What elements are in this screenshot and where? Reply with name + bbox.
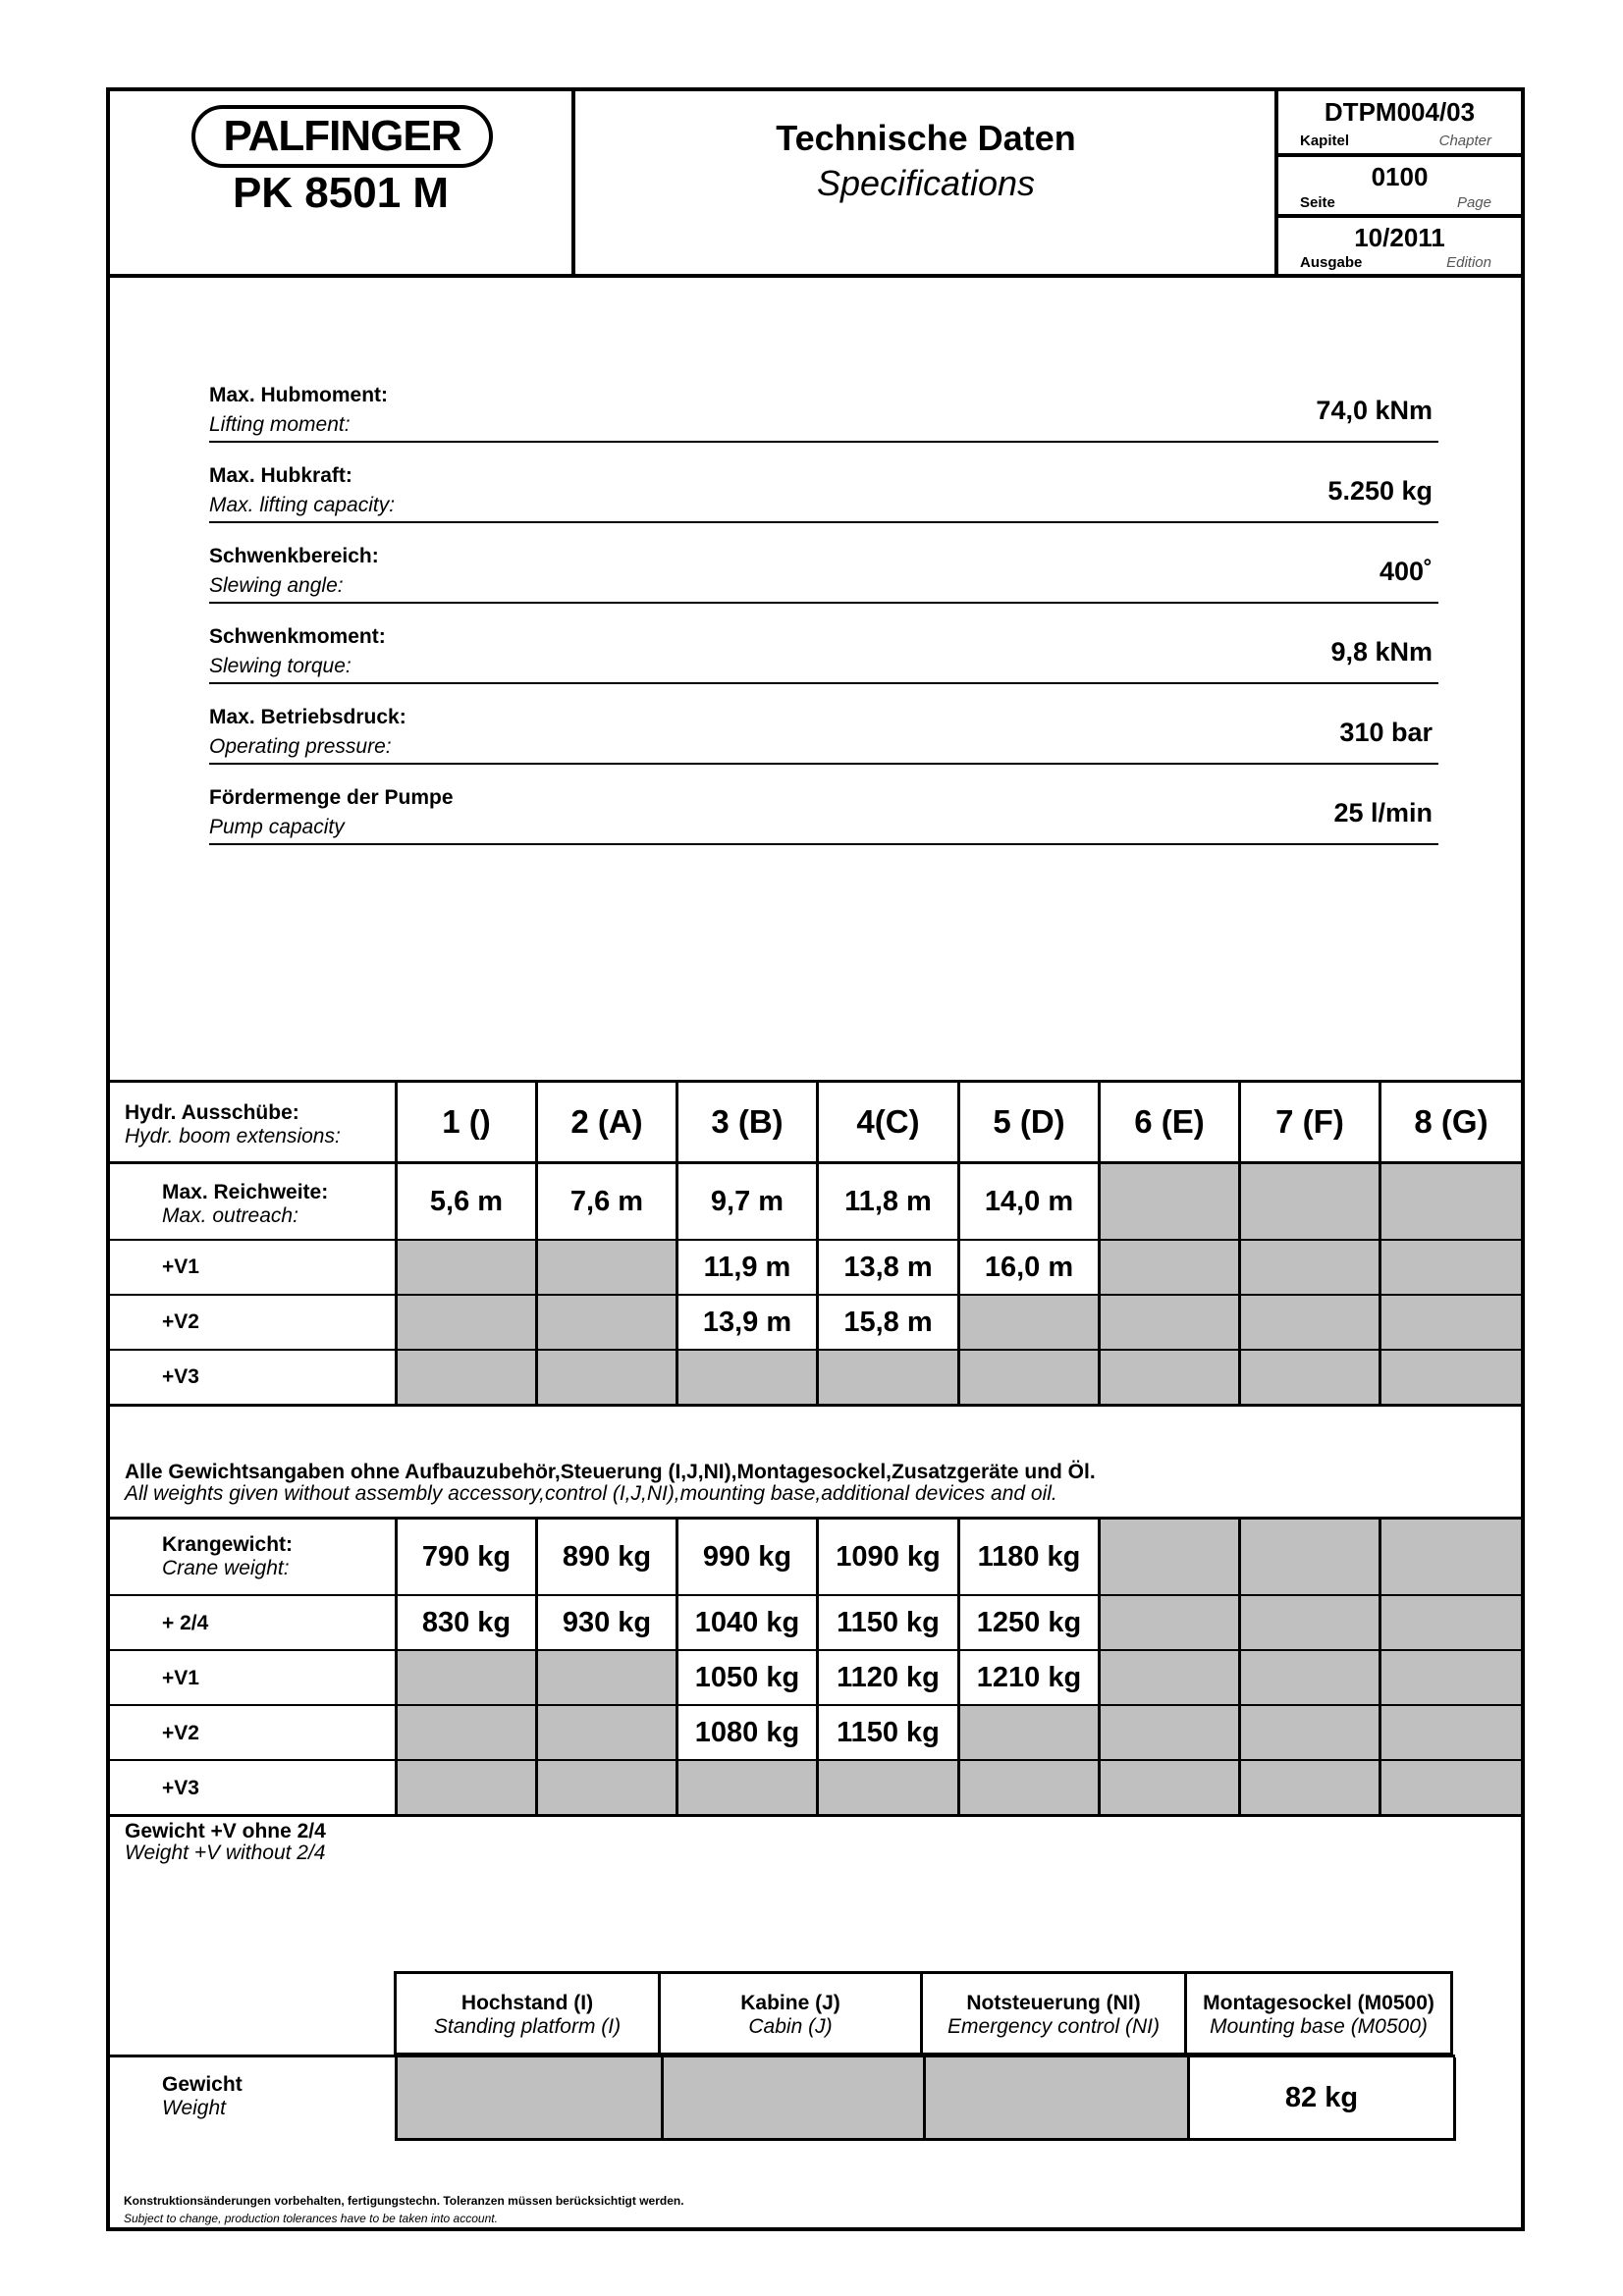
acc-header-label-en: Mounting base (M0500)	[1210, 2015, 1428, 2038]
table-cell: 990 kg	[676, 1520, 816, 1594]
extensions-label-de: Hydr. Ausschübe:	[125, 1101, 299, 1124]
extension-column-header: 4(C)	[816, 1083, 957, 1161]
spec-label: Schwenkbereich:	[209, 545, 379, 567]
table-cell: 1210 kg	[957, 1651, 1098, 1704]
table-cell	[395, 1761, 535, 1814]
extensions-label	[125, 1101, 341, 1148]
table-cell	[676, 1351, 816, 1404]
table-cell: 1080 kg	[676, 1706, 816, 1759]
table-cell	[395, 1241, 535, 1294]
table-cell	[816, 1351, 957, 1404]
spec-label-en: Lifting moment:	[209, 413, 351, 436]
spec-label-en: Operating pressure:	[209, 735, 392, 758]
acc-header-mounting-base	[1184, 1971, 1453, 2056]
spec-label: Fördermenge der Pumpe	[209, 786, 454, 809]
table-cell: 1120 kg	[816, 1651, 957, 1704]
table-cell	[1238, 1596, 1379, 1649]
spec-label: Max. Hubkraft:	[209, 464, 352, 487]
edition-value: 10/2011	[1354, 223, 1445, 252]
table-cell: 15,8 m	[816, 1296, 957, 1349]
table-cell	[1238, 1164, 1379, 1239]
table-cell	[1379, 1296, 1521, 1349]
page-cell	[1278, 157, 1521, 214]
weights-note-en: All weights given without assembly accessory,control (I,J,NI),mounting base,additional devices and oil.	[125, 1482, 1057, 1505]
extensions-label-en: Hydr. boom extensions:	[125, 1125, 341, 1148]
chapter-label: Kapitel	[1300, 133, 1350, 149]
spec-label-en: Pump capacity	[209, 816, 345, 838]
spec-label: Max. Betriebsdruck:	[209, 706, 406, 728]
extension-column-header: 6 (E)	[1098, 1083, 1238, 1161]
weight-v1-label: +V1	[162, 1667, 199, 1689]
crane-weight-label-en: Crane weight:	[162, 1557, 290, 1579]
table-cell	[395, 1351, 535, 1404]
table-cell: 14,0 m	[957, 1164, 1098, 1239]
table-cell	[535, 1351, 676, 1404]
table-cell	[957, 1351, 1098, 1404]
weight-v2-label: +V2	[162, 1722, 199, 1744]
table-cell	[957, 1706, 1098, 1759]
page-label-en: Page	[1456, 194, 1491, 211]
outreach-label-en: Max. outreach:	[162, 1204, 298, 1227]
spec-value: 25 l/min	[1333, 798, 1433, 828]
table-cell: 1040 kg	[676, 1596, 816, 1649]
spec-row	[209, 384, 1438, 443]
table-cell: 9,7 m	[676, 1164, 816, 1239]
table-cell	[1238, 1520, 1379, 1594]
table-cell	[957, 1296, 1098, 1349]
spec-row	[209, 464, 1438, 523]
table-cell	[1238, 1651, 1379, 1704]
table-cell	[1098, 1520, 1238, 1594]
model-name: PK 8501 M	[232, 169, 450, 217]
outreach-v3-label: +V3	[162, 1365, 199, 1388]
table-cell	[1238, 1761, 1379, 1814]
extension-column-header: 8 (G)	[1379, 1083, 1521, 1161]
acc-header-emergency-control	[920, 1971, 1187, 2056]
table-cell: 13,8 m	[816, 1241, 957, 1294]
chapter-value: DTPM004/03	[1324, 97, 1476, 127]
spec-row	[209, 786, 1438, 845]
table-cell	[816, 1761, 957, 1814]
acc-weight-label-de: Gewicht	[162, 2073, 243, 2096]
table-cell: 1180 kg	[957, 1520, 1098, 1594]
acc-header-label: Hochstand (I)	[460, 1992, 594, 2014]
edition-cell	[1278, 218, 1521, 274]
table-cell	[395, 1651, 535, 1704]
crane-weight-label	[162, 1533, 293, 1580]
table-cell	[676, 1761, 816, 1814]
table-cell	[1379, 1706, 1521, 1759]
table-cell	[1098, 1241, 1238, 1294]
spec-value: 9,8 kNm	[1330, 637, 1433, 667]
spec-label-en: Slewing angle:	[209, 574, 344, 597]
table-cell	[1098, 1596, 1238, 1649]
spec-value: 74,0 kNm	[1316, 396, 1433, 425]
weight-v-note-en: Weight +V without 2/4	[125, 1842, 326, 1864]
outreach-label-de: Max. Reichweite:	[162, 1181, 329, 1203]
page-label: Seite	[1300, 194, 1335, 211]
page-subtitle: Specifications	[816, 163, 1036, 203]
table-cell: 1250 kg	[957, 1596, 1098, 1649]
outreach-label	[162, 1181, 328, 1228]
table-cell	[395, 1706, 535, 1759]
crane-weight-label-de: Krangewicht:	[162, 1533, 294, 1556]
acc-header-label-en: Standing platform (I)	[433, 2015, 622, 2038]
table-cell	[1379, 1164, 1521, 1239]
table-cell	[1238, 1351, 1379, 1404]
table-rule	[110, 1404, 1521, 1407]
spec-label: Max. Hubmoment:	[209, 384, 389, 406]
extension-column-header: 3 (B)	[676, 1083, 816, 1161]
table-cell	[1098, 1761, 1238, 1814]
spec-label-en: Max. lifting capacity:	[209, 494, 396, 516]
edition-label: Ausgabe	[1300, 254, 1363, 271]
table-cell	[535, 1706, 676, 1759]
table-cell	[395, 1296, 535, 1349]
extension-column-header: 2 (A)	[535, 1083, 676, 1161]
spec-value: 310 bar	[1339, 718, 1433, 747]
outreach-v2-label: +V2	[162, 1310, 199, 1333]
table-cell	[1238, 1241, 1379, 1294]
weight-v-note: Gewicht +V ohne 2/4	[125, 1820, 326, 1842]
brand-wordmark: PALFINGER	[223, 112, 461, 160]
table-cell	[535, 1651, 676, 1704]
table-cell: 1050 kg	[676, 1651, 816, 1704]
table-cell: 16,0 m	[957, 1241, 1098, 1294]
footer-note-en: Subject to change, production tolerances have to be taken into account.	[124, 2212, 498, 2225]
extension-column-header: 1 ()	[395, 1083, 535, 1161]
table-cell	[1098, 1164, 1238, 1239]
table-cell	[1379, 1651, 1521, 1704]
table-cell: 1150 kg	[816, 1706, 957, 1759]
page-value: 0100	[1371, 162, 1429, 191]
table-cell: 890 kg	[535, 1520, 676, 1594]
table-cell: 5,6 m	[395, 1164, 535, 1239]
acc-header-label: Notsteuerung (NI)	[966, 1992, 1141, 2014]
table-cell: 1090 kg	[816, 1520, 957, 1594]
chapter-cell	[1278, 91, 1521, 153]
extension-column-header: 7 (F)	[1238, 1083, 1379, 1161]
table-cell	[957, 1761, 1098, 1814]
acc-weight-label-en: Weight	[162, 2097, 226, 2119]
table-rule	[110, 1814, 1521, 1817]
table-cell: 830 kg	[395, 1596, 535, 1649]
table-cell: 13,9 m	[676, 1296, 816, 1349]
acc-header-label-en: Cabin (J)	[748, 2015, 833, 2038]
table-cell	[1379, 1241, 1521, 1294]
table-cell	[1098, 1351, 1238, 1404]
table-cell	[1098, 1296, 1238, 1349]
table-cell: 11,9 m	[676, 1241, 816, 1294]
spec-value: 400˚	[1379, 557, 1433, 586]
table-cell: 7,6 m	[535, 1164, 676, 1239]
table-cell	[1098, 1651, 1238, 1704]
table-cell	[535, 1296, 676, 1349]
acc-value-cell	[661, 2057, 923, 2141]
acc-header-cabin	[658, 1971, 923, 2056]
table-cell: 1150 kg	[816, 1596, 957, 1649]
table-cell	[1098, 1706, 1238, 1759]
acc-value-cell	[923, 2057, 1187, 2141]
acc-weight-label	[162, 2073, 243, 2120]
spec-value: 5.250 kg	[1327, 476, 1433, 506]
table-cell	[1238, 1296, 1379, 1349]
weight-v3-label: +V3	[162, 1777, 199, 1799]
acc-header-label: Montagesockel (M0500)	[1203, 1992, 1434, 2014]
table-cell: 930 kg	[535, 1596, 676, 1649]
table-cell	[1379, 1596, 1521, 1649]
edition-label-en: Edition	[1446, 254, 1491, 271]
spec-row	[209, 706, 1438, 765]
spec-row	[209, 625, 1438, 684]
extension-column-header: 5 (D)	[957, 1083, 1098, 1161]
outreach-v1-label: +V1	[162, 1255, 199, 1278]
acc-header-label-en: Emergency control (NI)	[947, 2015, 1160, 2038]
acc-value-cell	[395, 2057, 661, 2141]
weights-note: Alle Gewichtsangaben ohne Aufbauzubehör,Steuerung (I,J,NI),Montagesockel,Zusatzgeräte und Öl.	[125, 1461, 1096, 1483]
spec-row	[209, 545, 1438, 604]
footer-note: Konstruktionsänderungen vorbehalten, fertigungstechn. Toleranzen müssen berücksichtigt werden.	[124, 2194, 684, 2208]
table-cell	[535, 1241, 676, 1294]
chapter-label-en: Chapter	[1438, 133, 1491, 149]
table-cell	[535, 1761, 676, 1814]
table-cell: 11,8 m	[816, 1164, 957, 1239]
weight-24-label: + 2/4	[162, 1612, 209, 1634]
acc-header-label: Kabine (J)	[740, 1992, 840, 2014]
table-cell	[1379, 1520, 1521, 1594]
table-cell	[1238, 1706, 1379, 1759]
table-cell	[1379, 1351, 1521, 1404]
spec-label: Schwenkmoment:	[209, 625, 386, 648]
table-cell	[1379, 1761, 1521, 1814]
acc-header-standing-platform	[394, 1971, 661, 2056]
spec-label-en: Slewing torque:	[209, 655, 352, 677]
table-cell: 790 kg	[395, 1520, 535, 1594]
page-title: Technische Daten	[776, 118, 1076, 158]
acc-value-cell: 82 kg	[1187, 2057, 1456, 2141]
